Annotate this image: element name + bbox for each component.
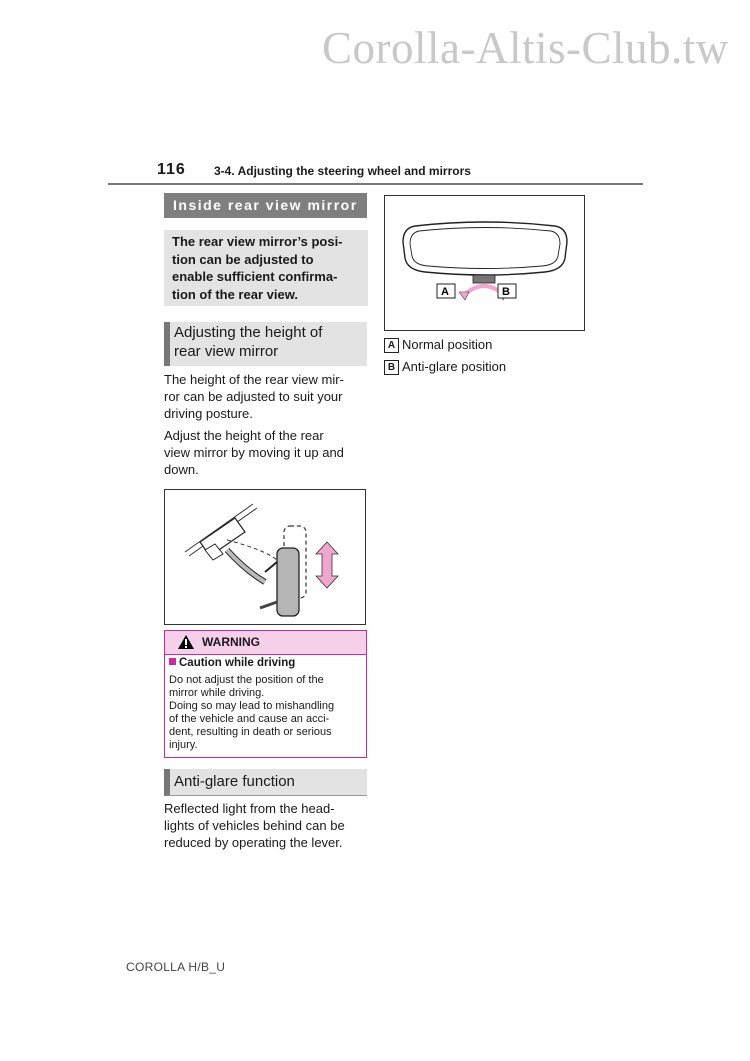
section-title: Inside rear view mirror: [164, 193, 367, 218]
mirror-front-illustration: [385, 196, 584, 330]
text-line: Do not adjust the position of the: [169, 674, 324, 686]
height-heading: [164, 322, 367, 366]
text-line: driving posture.: [164, 406, 253, 421]
page-number: 116: [157, 161, 186, 178]
footer-model: COROLLA H/B_U: [126, 960, 226, 974]
antiglare-figure: [384, 195, 585, 331]
text-line: of the vehicle and cause an acci-: [169, 713, 330, 725]
text-line: Reflected light from the head-: [164, 801, 335, 816]
text-line: injury.: [169, 739, 198, 751]
text-line: The height of the rear view mir-: [164, 372, 344, 387]
antiglare-heading: Anti-glare function: [164, 769, 367, 796]
warning-subtitle-text: Caution while driving: [179, 657, 296, 669]
text-line: Adjust the height of the rear: [164, 428, 324, 443]
warning-subtitle: [169, 657, 295, 669]
watermark: Corolla-Altis-Club.tw: [322, 23, 729, 73]
text-line: reduced by operating the lever.: [164, 835, 343, 850]
label-b: B: [502, 286, 510, 298]
intro-line: tion can be adjusted to: [172, 251, 314, 267]
intro-line: enable sufficient confirma-: [172, 269, 338, 284]
legend-item-a: [384, 337, 492, 353]
text-line: view mirror by moving it up and: [164, 445, 344, 460]
text-line: dent, resulting in death or serious: [169, 726, 332, 738]
warning-header: [165, 631, 366, 655]
chapter-title: 3-4. Adjusting the steering wheel and mirrors: [214, 164, 471, 178]
height-paragraph-1: [164, 371, 364, 422]
heading-line: Adjusting the height of: [174, 324, 323, 341]
warning-box: [164, 630, 367, 758]
intro-box: [164, 230, 368, 306]
badge-b: B: [384, 360, 399, 375]
antiglare-paragraph: [164, 800, 364, 851]
header-rule: [108, 183, 643, 185]
text-line: lights of vehicles behind can be: [164, 818, 345, 833]
mirror-height-illustration: [165, 490, 365, 624]
label-a: A: [441, 286, 449, 298]
legend-text: Normal position: [402, 337, 493, 352]
bullet-square-icon: [169, 658, 176, 665]
warning-triangle-icon: [177, 634, 195, 650]
text-line: Doing so may lead to mishandling: [169, 700, 335, 712]
text-line: down.: [164, 462, 199, 477]
warning-text: [169, 674, 363, 752]
height-paragraph-2: [164, 427, 364, 478]
intro-line: tion of the rear view.: [172, 286, 298, 302]
intro-line: The rear view mirror’s posi-: [172, 234, 343, 249]
badge-a: A: [384, 338, 399, 353]
legend-text: Anti-glare position: [402, 359, 507, 374]
text-line: mirror while driving.: [169, 687, 265, 699]
legend-item-b: [384, 359, 506, 375]
warning-title: WARNING: [202, 635, 260, 649]
text-line: ror can be adjusted to suit your: [164, 389, 343, 404]
heading-line: rear view mirror: [174, 343, 279, 360]
height-adjust-figure: [164, 489, 366, 625]
